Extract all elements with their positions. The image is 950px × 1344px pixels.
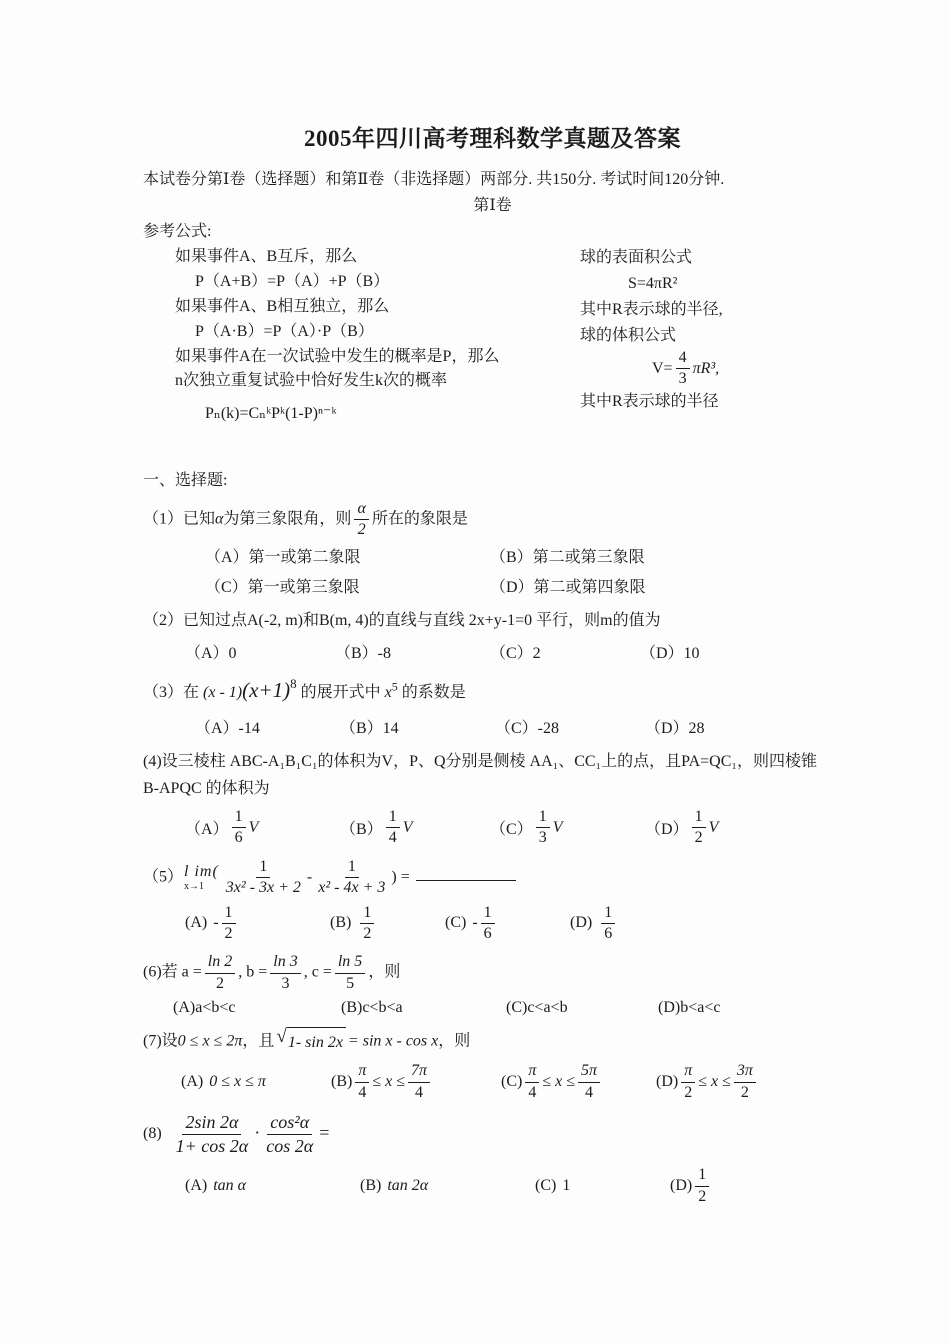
option-value: 1 <box>562 1177 571 1195</box>
option-a: （A）-14 <box>195 719 260 737</box>
option-b: （B）-8 <box>335 644 392 662</box>
fraction-numerator: 1 <box>222 904 236 924</box>
question-5-options <box>143 904 842 944</box>
fraction <box>481 904 495 944</box>
stem-text: 所在的象限是 <box>371 510 468 528</box>
fraction-denominator: 2 <box>363 924 372 942</box>
option-c: （C）2 <box>490 644 541 662</box>
sphere-volume-formula <box>580 349 723 389</box>
option-b: （B）第二或第三象限 <box>490 548 645 566</box>
multiplication-dot: · <box>254 1122 261 1143</box>
minus-sign: - <box>213 914 219 932</box>
fraction <box>692 808 706 848</box>
fraction-numerator: ln 2 <box>205 953 235 973</box>
option-a <box>181 1073 331 1091</box>
sphere-radius-note: 其中R表示球的半径, <box>580 301 723 319</box>
fraction <box>355 1062 369 1102</box>
stem-text: ) = <box>391 868 410 886</box>
fraction-denominator: 6 <box>604 924 613 942</box>
fraction-numerator: π <box>355 1062 369 1082</box>
option-d: （D）28 <box>645 719 705 737</box>
fraction-numerator: 1 <box>232 808 246 828</box>
fraction-numerator: 1 <box>386 808 400 828</box>
volume-variable: V <box>708 818 719 836</box>
option-label: (D) <box>570 914 593 932</box>
fraction <box>335 953 365 993</box>
option-b <box>331 1062 501 1102</box>
option-d <box>656 1062 759 1102</box>
stem-text: 的系数是 <box>401 683 466 701</box>
volume-variable: V <box>552 818 563 836</box>
option-d: (D)b<a<c <box>658 999 721 1017</box>
option-label: (C) <box>445 914 467 932</box>
document-title: 2005年四川高考理科数学真题及答案 <box>304 126 681 151</box>
option-d <box>570 904 618 944</box>
fraction-numerator: 4 <box>676 349 690 369</box>
question-5-stem <box>143 858 842 898</box>
binomial-probability-formula: Pₙ(k)=CₙᵏPᵏ(1-P)ⁿ⁻ᵏ <box>205 405 337 423</box>
polynomial-factor-2: (x+1) <box>242 677 291 702</box>
limit-subscript: x→1 <box>184 880 205 892</box>
fraction-denominator: 4 <box>415 1083 424 1101</box>
fraction-numerator: 1 <box>536 808 550 828</box>
option-label: (D) <box>656 1073 679 1091</box>
fraction-numerator: π <box>525 1062 539 1082</box>
fraction <box>601 904 615 944</box>
option-d: （D）10 <box>640 644 700 662</box>
question-4 <box>143 748 842 848</box>
question-7-stem <box>143 1027 842 1056</box>
limit-symbol: l im( <box>184 862 219 880</box>
stem-text: (4)设三棱柱 ABC-A₁B₁C₁的体积为V，P、Q分别是侧棱 AA₁、CC₁上的点，且PA=QC₁，则四棱锥 <box>143 752 817 770</box>
variable-x: x <box>384 683 392 701</box>
stem-text: （3）在 <box>143 683 200 701</box>
formula-line: P（A·B）=P（A）·P（B） <box>195 322 374 340</box>
question-3 <box>143 673 842 738</box>
option-c: （C）第一或第三象限 <box>205 578 360 596</box>
stem-text: 为第三象限角，则 <box>223 510 352 528</box>
fraction-numerator: 2sin 2α <box>182 1112 241 1135</box>
stem-text: （1）已知 <box>143 510 216 528</box>
volume-prefix: V= <box>652 359 673 377</box>
fraction <box>222 904 236 944</box>
option-label: (B) <box>330 914 352 932</box>
fraction-numerator: ln 3 <box>270 953 300 973</box>
option-label: （C） <box>490 821 533 839</box>
fraction-denominator: 3 <box>678 370 687 388</box>
minus-sign: - <box>472 914 478 932</box>
option-a: （A）0 <box>185 644 237 662</box>
fraction-denominator: 3 <box>281 974 290 992</box>
question-6-options <box>143 999 842 1017</box>
radical-sign: √ <box>276 1026 287 1048</box>
probability-formulas <box>143 245 580 427</box>
equation-rhs: = sin x - cos x <box>347 1032 439 1050</box>
fraction-denominator: 4 <box>358 1083 367 1101</box>
fraction <box>536 808 550 848</box>
fraction <box>578 1062 600 1102</box>
fraction-denominator: 2 <box>740 1083 749 1101</box>
radicand: 1- sin 2x <box>287 1027 346 1056</box>
reference-formulas <box>143 245 842 427</box>
fraction-denominator: 2 <box>216 974 225 992</box>
stem-text: (7)设 <box>143 1032 178 1050</box>
alpha-symbol: α <box>215 510 224 528</box>
option-label: (D) <box>670 1177 693 1195</box>
fraction-denominator: 2 <box>694 829 703 847</box>
option-a <box>185 808 340 848</box>
question-8-options <box>143 1166 842 1206</box>
question-2 <box>143 607 842 663</box>
option-a: (A)a<b<c <box>173 999 236 1017</box>
question-3-stem <box>143 673 842 709</box>
fraction-numerator: 1 <box>481 904 495 924</box>
option-b: (B)c<b<a <box>341 999 403 1017</box>
fraction-denominator: x² - 4x + 3 <box>318 879 386 897</box>
answer-blank <box>416 864 516 882</box>
fraction <box>205 953 235 993</box>
exponent-8: 8 <box>290 675 297 691</box>
option-d: （D）第二或第四象限 <box>490 578 646 596</box>
fraction-denominator: 2 <box>684 1083 693 1101</box>
option-value: 0 ≤ x ≤ π <box>209 1073 266 1091</box>
volume-suffix: πR³, <box>692 359 720 377</box>
stem-text: ，则 <box>438 1032 471 1050</box>
volume-variable: V <box>248 818 259 836</box>
fraction <box>695 1166 709 1206</box>
option-value: tan α <box>213 1177 247 1195</box>
option-label: (C) <box>535 1177 557 1195</box>
fraction <box>315 858 388 898</box>
option-c: （C）-28 <box>495 719 560 737</box>
stem-text: ，且 <box>242 1032 275 1050</box>
option-b <box>340 808 490 848</box>
option-label: （D） <box>645 821 689 839</box>
fraction <box>681 1062 695 1102</box>
option-c <box>490 808 645 848</box>
fraction-numerator: 7π <box>408 1062 430 1082</box>
fraction-denominator: 3x² - 3x + 2 <box>225 879 301 897</box>
option-d <box>670 1166 712 1206</box>
option-a: （A）第一或第二象限 <box>205 548 361 566</box>
stem-text: , c = <box>303 963 332 981</box>
question-6-stem <box>143 953 842 993</box>
option-a <box>185 904 330 944</box>
limit-notation <box>184 864 219 892</box>
question-8-stem <box>143 1112 842 1156</box>
fraction <box>525 1062 539 1102</box>
formula-line: P（A+B）=P（A）+P（B） <box>195 273 390 291</box>
fraction-denominator: 2 <box>698 1187 707 1205</box>
fraction <box>408 1062 430 1102</box>
option-b <box>360 1177 535 1195</box>
fraction-numerator: 3π <box>734 1062 756 1082</box>
fraction <box>232 808 246 848</box>
reference-formulas-heading: 参考公式: <box>143 223 212 241</box>
minus-sign: - <box>306 868 313 886</box>
option-c <box>535 1177 670 1195</box>
option-label: (C) <box>501 1073 523 1091</box>
fraction-numerator: 1 <box>695 1166 709 1186</box>
option-label: (A) <box>185 914 208 932</box>
option-label: (B) <box>360 1177 382 1195</box>
fraction-denominator: 2 <box>224 924 233 942</box>
fraction-denominator: 4 <box>528 1083 537 1101</box>
stem-text: 的展开式中 <box>300 683 381 701</box>
option-label: (A) <box>185 1177 208 1195</box>
option-a <box>185 1177 360 1195</box>
section-1-heading: 一、选择题: <box>143 471 228 489</box>
inequality: ≤ x ≤ <box>542 1073 576 1091</box>
fraction-denominator: 4 <box>388 829 397 847</box>
sphere-radius-note-2: 其中R表示球的半径 <box>580 392 719 410</box>
fraction-numerator: cos²α <box>267 1112 312 1135</box>
sphere-surface-formula: S=4πR² <box>628 275 678 293</box>
sphere-surface-label: 球的表面积公式 <box>580 249 693 267</box>
formula-line: 如果事件A、B互斥，那么 <box>175 248 358 266</box>
fraction-numerator: π <box>681 1062 695 1082</box>
fraction-denominator: 2 <box>357 521 366 539</box>
domain-range: 0 ≤ x ≤ 2π <box>177 1032 243 1050</box>
fraction <box>263 1112 316 1156</box>
option-label: （B） <box>340 821 383 839</box>
fraction <box>360 904 374 944</box>
formula-line: 如果事件A、B相互独立，那么 <box>175 297 390 315</box>
option-c: (C)c<a<b <box>506 999 568 1017</box>
fraction <box>173 1112 252 1156</box>
fraction-numerator: 1 <box>256 858 270 878</box>
question-2-stem: （2）已知过点A(-2, m)和B(m, 4)的直线与直线 2x+y-1=0 平行，则m的值为 <box>143 611 661 629</box>
option-label: (B) <box>331 1073 353 1091</box>
fraction-denominator: 3 <box>538 829 547 847</box>
question-5 <box>143 858 842 944</box>
option-b: （B）14 <box>340 719 399 737</box>
volume-1-heading: 第Ⅰ卷 <box>473 196 512 214</box>
option-d <box>645 808 718 848</box>
question-3-options <box>143 715 842 738</box>
inequality: ≤ x ≤ <box>372 1073 406 1091</box>
stem-text: , b = <box>238 963 268 981</box>
fraction-denominator: 6 <box>234 829 243 847</box>
formula-line: 如果事件A在一次试验中发生的概率是P，那么 <box>175 347 500 365</box>
fraction-denominator: 4 <box>585 1083 594 1101</box>
fraction-denominator: cos 2α <box>266 1135 314 1156</box>
fraction <box>386 808 400 848</box>
sphere-volume-label: 球的体积公式 <box>580 327 677 345</box>
question-6 <box>143 953 842 1017</box>
stem-text: B-APQC 的体积为 <box>143 779 270 797</box>
fraction-numerator: α <box>354 500 368 520</box>
question-label: （5） <box>143 868 184 886</box>
exam-instructions: 本试卷分第Ⅰ卷（选择题）和第Ⅱ卷（非选择题）两部分. 共150分. 考试时间120分钟. <box>143 171 725 188</box>
question-2-options <box>143 640 842 663</box>
fraction-denominator: 1+ cos 2α <box>175 1135 249 1156</box>
question-label: (8) <box>143 1125 162 1143</box>
option-c <box>445 904 570 944</box>
question-4-options <box>143 808 842 848</box>
fraction-numerator: 1 <box>601 904 615 924</box>
option-b <box>330 904 445 944</box>
fraction <box>354 500 368 540</box>
exponent-5: 5 <box>391 679 398 694</box>
option-c <box>501 1062 656 1102</box>
question-7-options <box>143 1062 842 1102</box>
question-8 <box>143 1112 842 1206</box>
square-root <box>276 1027 346 1056</box>
question-1-stem <box>143 500 842 540</box>
equals-sign: = <box>319 1122 330 1143</box>
question-1 <box>143 500 842 597</box>
fraction <box>676 349 690 389</box>
fraction-numerator: 1 <box>692 808 706 828</box>
fraction-denominator: 5 <box>346 974 355 992</box>
fraction-numerator: 5π <box>578 1062 600 1082</box>
inequality: ≤ x ≤ <box>698 1073 731 1091</box>
option-label: （A） <box>185 821 229 839</box>
fraction <box>734 1062 756 1102</box>
sphere-formulas <box>580 245 723 414</box>
formula-line: n次独立重复试验中恰好发生k次的概率 <box>175 372 448 390</box>
stem-text: (6)若 a = <box>143 963 202 981</box>
question-1-options <box>143 544 842 597</box>
fraction-numerator: 1 <box>345 858 359 878</box>
volume-variable: V <box>402 818 413 836</box>
option-label: (A) <box>181 1073 204 1091</box>
fraction <box>270 953 300 993</box>
question-7 <box>143 1027 842 1102</box>
option-value: tan 2α <box>387 1177 429 1195</box>
stem-text: ，则 <box>368 963 401 981</box>
fraction-denominator: 6 <box>483 924 492 942</box>
question-4-stem <box>143 748 842 802</box>
polynomial-factor-1: (x - 1) <box>203 683 243 701</box>
fraction-numerator: ln 5 <box>335 953 365 973</box>
fraction <box>223 858 304 898</box>
fraction-numerator: 1 <box>360 904 374 924</box>
